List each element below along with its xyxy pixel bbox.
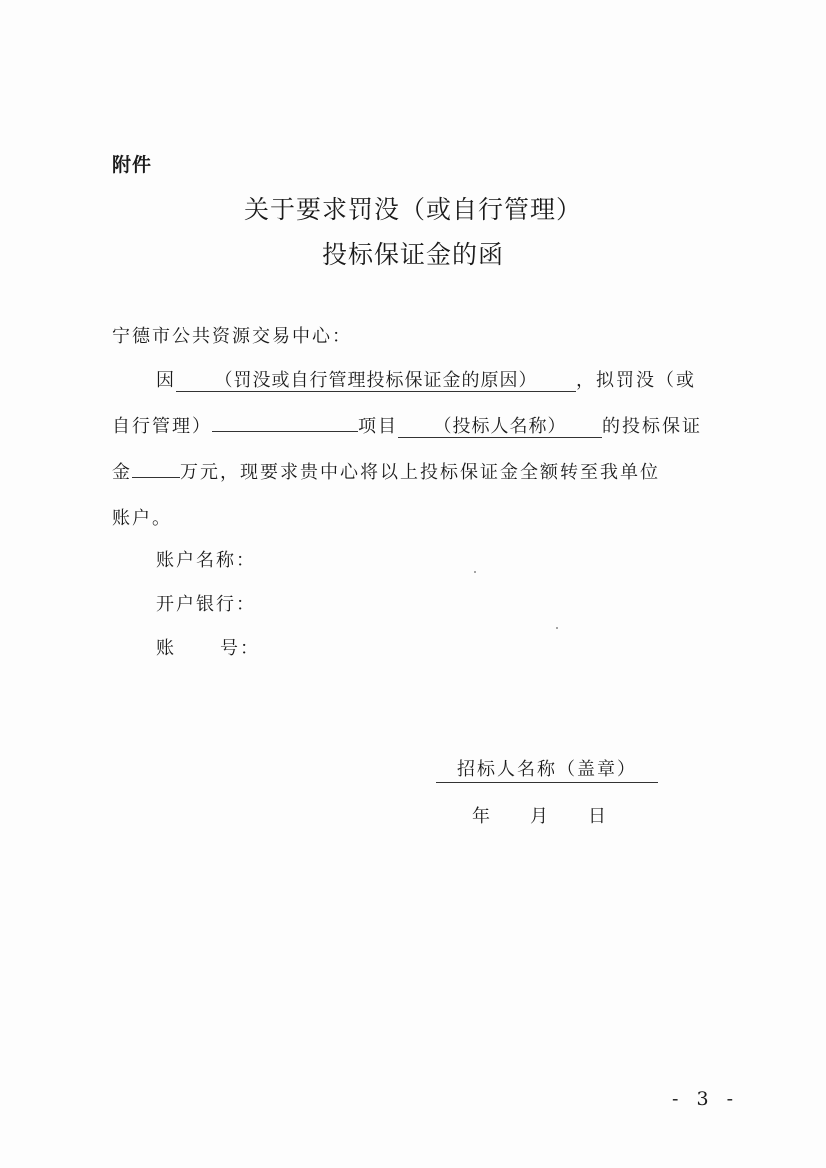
date-year: 年 [472, 806, 490, 827]
tenderer-signature: 招标人名称（盖章） [436, 758, 658, 783]
paragraph-line-3 [112, 458, 732, 484]
reason-blank: （罚没或自行管理投标保证金的原因） [176, 371, 576, 392]
bidder-blank: （投标人名称） [398, 417, 602, 438]
paragraph-text: 的投标保证 [602, 416, 702, 437]
page-number: - 3 - [672, 1088, 740, 1110]
scan-speck [556, 627, 558, 629]
paragraph-line-4: 账户。 [112, 508, 172, 529]
document-title-line2: 投标保证金的函 [321, 240, 504, 269]
bank-label: 开户银行： [156, 594, 256, 615]
salutation: 宁德市公共资源交易中心： [112, 326, 352, 347]
document-title-line1: 关于要求罚没（或自行管理） [243, 195, 582, 224]
paragraph-text: ，拟罚没（或 [576, 370, 696, 391]
paragraph-line-2 [112, 412, 732, 438]
account-number-label-part2: 号： [220, 638, 260, 659]
signature-date [472, 802, 606, 828]
scan-speck [474, 571, 476, 573]
account-number-label-part1: 账 [156, 638, 176, 659]
amount-blank [132, 477, 180, 478]
paragraph-text: 因 [156, 370, 176, 391]
attachment-label: 附件 [112, 154, 153, 176]
project-blank [212, 431, 358, 432]
paragraph-text: 项目 [358, 416, 398, 437]
paragraph-text: 万元，现要求贵中心将以上投标保证金全额转至我单位 [180, 462, 660, 483]
date-month: 月 [530, 806, 548, 827]
paragraph-text: 自行管理） [112, 416, 212, 437]
paragraph-text: 金 [112, 462, 132, 483]
date-day: 日 [588, 806, 606, 827]
account-name-label: 账户名称： [156, 550, 256, 571]
paragraph-line-1 [112, 366, 776, 392]
account-number-label [156, 634, 260, 660]
